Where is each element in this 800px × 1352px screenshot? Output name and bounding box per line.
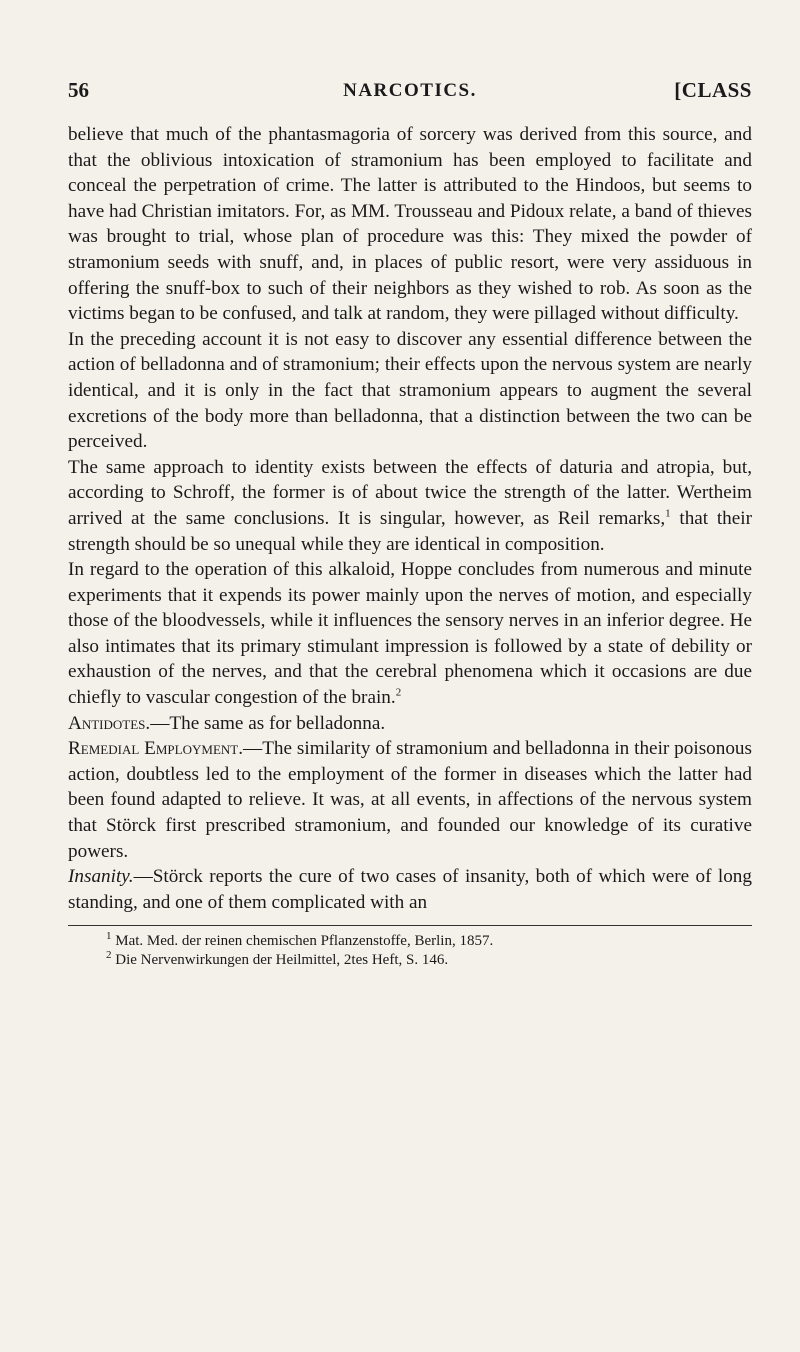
paragraph <box>68 736 752 864</box>
running-title: NARCOTICS. <box>343 80 477 101</box>
paragraph-text: The same approach to identity exists between the effects of daturia and atropia, but, according to Schroff, the former is of about twice the strength of the latter. Wertheim arrived at the same conclusions. It is singular, however, as Reil remarks, <box>68 456 752 529</box>
paragraph: believe that much of the phantasmagoria of sorcery was derived from this source, and that the oblivious intoxication of stramonium has been employed to facilitate and conceal the perpetration of crime. The latter is attributed to the Hindoos, but seems to have had Christian imitators. For, as MM. Trousseau and Pidoux relate, a band of thieves was brought to trial, whose plan of procedure was this: They mixed the powder of stramonium seeds with snuff, and, in places of public resort, were very assiduous in offering the snuff-box to such of their neighbors as they wished to rob. As soon as the victims began to be confused, and talk at random, they were pillaged without difficulty. <box>68 124 752 325</box>
paragraph: In the preceding account it is not easy to discover any essential difference between the action of belladonna and of stramonium; their effects upon the nervous system are nearly identical, and it is only in the fact that stramonium appears to augment the several excretions of the body more than belladonna, that a distinction between the two can be perceived. <box>68 328 752 453</box>
body-text <box>68 122 752 915</box>
subsection-heading: Insanity. <box>68 866 134 888</box>
footnote-marker: 1 <box>106 930 112 943</box>
section-heading: Remedial Employment. <box>68 738 244 760</box>
paragraph <box>68 864 752 915</box>
paragraph <box>68 455 752 557</box>
paragraph <box>68 711 752 737</box>
paragraph-text: —The similarity of stramonium and belladonna in their poisonous action, doubtless led to the employment of the former in diseases which the latter had been found adapted to relieve. It was, at all events, in affections of the nervous system that Störck first prescribed stramonium, and founded our knowledge of its curative powers. <box>68 738 752 862</box>
footnote-text: Die Nervenwirkungen der Heilmittel, 2tes Heft, S. 146. <box>111 952 449 969</box>
book-page <box>68 78 752 970</box>
footnote-ref: 2 <box>395 686 402 699</box>
footnote <box>106 951 752 970</box>
paragraph-text: that their strength should be so unequal while they are identical in composition. <box>68 507 752 555</box>
footnote-marker: 2 <box>106 949 112 962</box>
section-heading: Antidotes. <box>68 712 151 734</box>
footnote <box>106 932 752 951</box>
running-class-label: [CLASS <box>674 78 752 102</box>
paragraph-text: —The same as for belladonna. <box>150 712 386 734</box>
footnote-ref: 1 <box>665 507 671 520</box>
footnote-text: Mat. Med. der reinen chemischen Pflanzenstoffe, Berlin, 1857. <box>111 933 494 950</box>
paragraph-text: In regard to the operation of this alkaloid, Hoppe concludes from numerous and minute experiments that it expends its power mainly upon the nerves of motion, and especially those of the bloodvessels, while it influences the sensory nerves in an inferior degree. He also intimates that its primary stimulant impression is followed by a state of debility or exhaustion of the nerves, and that the cerebral phenomena which it occasions are due chiefly to vascular congestion of the brain. <box>68 559 752 709</box>
page-number: 56 <box>68 78 89 102</box>
footnotes <box>68 932 752 970</box>
running-head <box>68 78 752 108</box>
paragraph <box>68 557 752 711</box>
footnote-divider <box>68 925 752 926</box>
paragraph-text: —Störck reports the cure of two cases of insanity, both of which were of long standing, and one of them complicated with an <box>68 866 752 913</box>
